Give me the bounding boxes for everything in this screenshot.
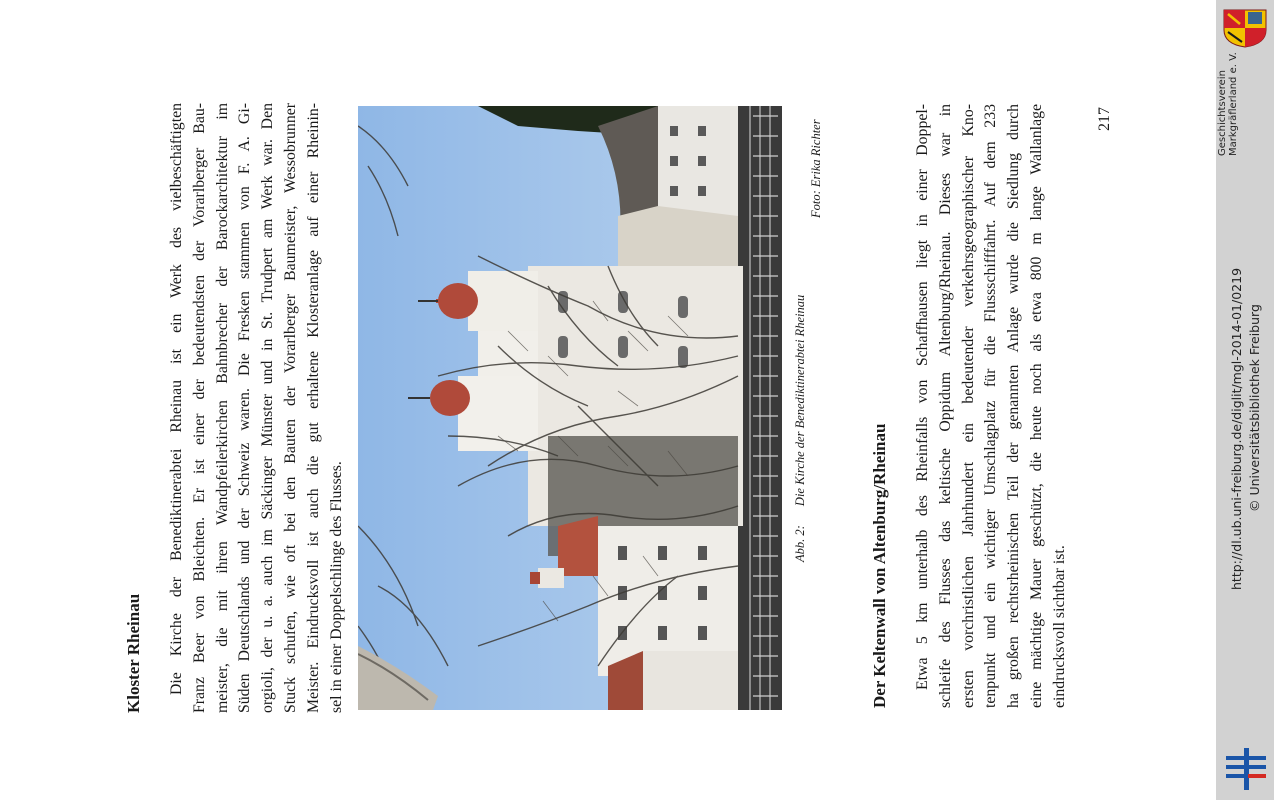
text-line: eine mächtige Mauer geschützt, die heute noch als etwa 800 m lange Wallanlage xyxy=(1027,104,1045,708)
text-line: Franz Beer von Bleichten. Er ist einer der bedeutendsten der Vorarlberger Bau- xyxy=(190,103,208,713)
text-line: Stuck schufen, wie oft bei den Bauten der Vorarlberger Baumeister, Wessobrunner xyxy=(281,103,299,713)
text-line: meister, die mit ihren Wandpfeilerkirchen Bahnbrecher der Barockarchitektur im xyxy=(213,103,231,713)
text-line: sel in einer Doppelschlinge des Flusses. xyxy=(327,461,345,713)
copyright-text: © Universitätsbibliothek Freiburg xyxy=(1247,304,1262,512)
figure-caption-label: Abb. 2: xyxy=(793,525,807,562)
text-line: Meister. Eindrucksvoll ist auch die gut erhaltene Klosteranlage auf einer Rheinin- xyxy=(304,103,322,713)
text-line: Süden Deutschlands und der Schweiz waren. Die Fresken stammen von F. A. Gi- xyxy=(236,103,254,713)
crest-icon xyxy=(1222,8,1268,48)
figure-caption xyxy=(793,295,808,562)
text-line: Etwa 5 km unterhalb des Rheinfalls von Schaffhausen liegt in einer Doppel- xyxy=(914,104,931,690)
text-line: ersten vorchristlichen Jahrhundert ein bedeutender verkehrsgeographischer Kno- xyxy=(959,104,977,708)
section-heading-keltenwall: Der Keltenwall von Altenburg/Rheinau xyxy=(870,423,889,708)
library-logo-icon xyxy=(1226,748,1266,790)
text-line: ha großen rechtsrheinischen Teil der genannten Anlage wurde die Siedlung durch xyxy=(1005,104,1023,708)
figure-caption-text: Die Kirche der Benediktinerabtei Rheinau xyxy=(793,294,807,507)
text-line: tenpunkt und ein wichtiger Umschlagplatz für die Flussschifffahrt. Auf dem 233 xyxy=(982,104,1000,708)
text-line: Die Kirche der Benediktinerabtei Rheinau ist ein Werk des vielbeschäftigten xyxy=(168,103,185,695)
photo-credit: Foto: Erika Richter xyxy=(809,119,823,218)
text-line: orgioli, der u. a. auch im Säckinger Münster und in St. Trudpert am Werk war. Den xyxy=(259,103,277,713)
society-name xyxy=(1217,52,1239,156)
society-line2: Markgräflerland e. V. xyxy=(1228,52,1239,156)
sidebar xyxy=(1216,0,1274,800)
text-line: eindrucksvoll sichtbar ist. xyxy=(1050,545,1068,708)
paragraph-keltenwall xyxy=(912,104,1072,708)
source-url-link[interactable]: http://dl.ub.uni-freiburg.de/diglit/mgl-2014-01/0219 xyxy=(1229,267,1244,590)
society-line1: Geschichtsverein xyxy=(1217,70,1228,156)
page-number: 217 xyxy=(1096,107,1113,131)
church-photo xyxy=(358,106,782,710)
section-heading-kloster-rheinau: Kloster Rheinau xyxy=(124,593,143,713)
text-line: schleife des Flusses das keltische Oppidum Altenburg/Rheinau. Dieses war in xyxy=(936,104,954,708)
paragraph-kloster-rheinau xyxy=(166,103,348,713)
